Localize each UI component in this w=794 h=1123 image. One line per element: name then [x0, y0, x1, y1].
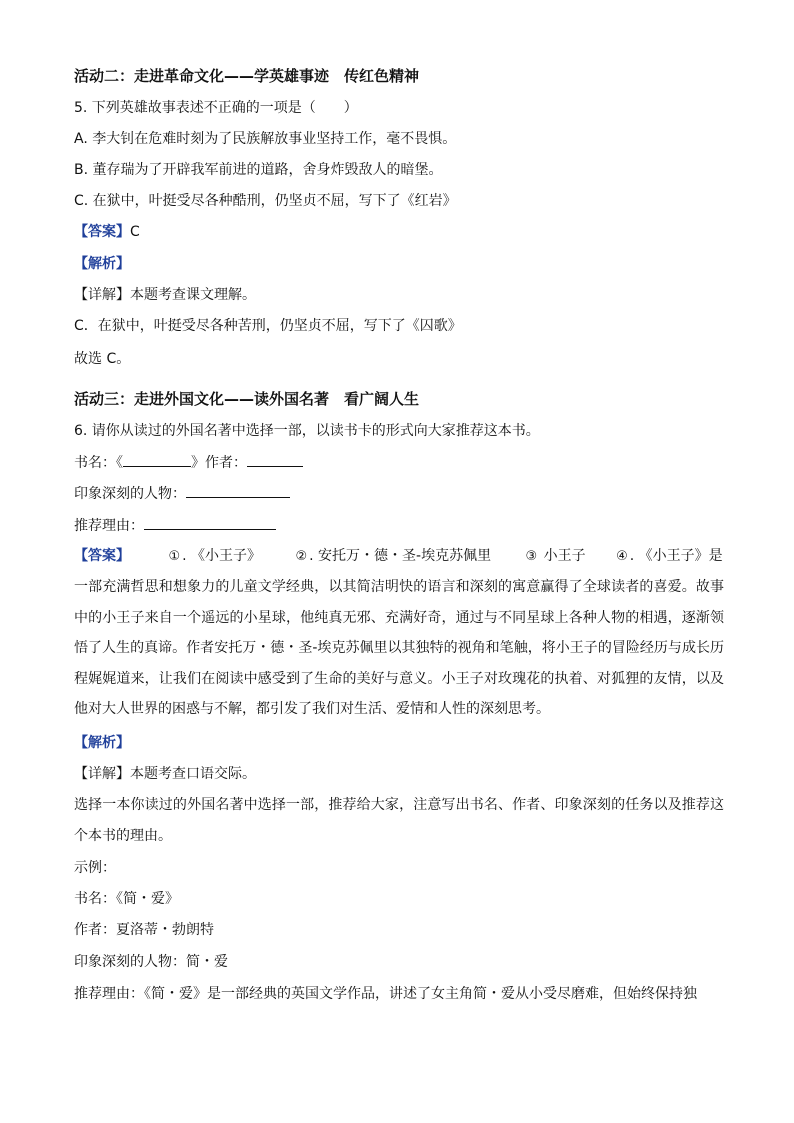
field-reason — [74, 515, 724, 536]
answer-item-1-text: . 《小王子》 — [182, 548, 262, 564]
option-c: C. 在狱中，叶挺受尽各种酷刑，仍坚贞不屈，写下了《红岩》 — [74, 193, 457, 209]
detail-text-6: 本题考查口语交际。 — [130, 766, 256, 782]
answer-item-2 — [295, 548, 491, 564]
author-blank — [247, 452, 303, 467]
example-book: 书名：《简・爱》 — [74, 891, 179, 907]
field-book-mid: 》作者： — [191, 455, 247, 471]
book-blank — [123, 452, 191, 467]
example-label: 示例： — [74, 860, 116, 876]
field-book-prefix: 书名：《 — [74, 455, 123, 471]
field-book-author — [74, 452, 724, 473]
detail-6 — [74, 764, 724, 784]
character-blank — [186, 483, 290, 498]
analysis-6 — [74, 733, 724, 753]
answer-item-2-text: . 安托万・德・圣-埃克苏佩里 — [309, 548, 492, 564]
detail-tag-6: 【详解】 — [74, 766, 130, 782]
circled-number-4: ④ — [616, 549, 628, 564]
answer-item-4 — [616, 548, 723, 564]
detail-5 — [74, 285, 724, 305]
question-5: 5. 下列英雄故事表述不正确的一项是（ ） — [74, 100, 358, 116]
option-a: A. 李大钊在危难时刻为了民族解放事业坚持工作，毫不畏惧。 — [74, 131, 457, 147]
answer-tag-6: 【答案】 — [74, 548, 130, 564]
field-character-label: 印象深刻的人物： — [74, 486, 186, 502]
option-b: B. 董存瑞为了开辟我军前进的道路，舍身炸毁敌人的暗堡。 — [74, 162, 443, 178]
field-character — [74, 483, 724, 504]
example-reason: 推荐理由：《简・爱》是一部经典的英国文学作品，讲述了女主角简・爱从小受尽磨难，但始终保持独 — [74, 986, 697, 1002]
answer-item-3 — [526, 548, 586, 564]
conclusion-5: 故选 C。 — [74, 351, 131, 367]
answer-item-1 — [168, 548, 261, 564]
answer-item-3-text: 小王子 — [539, 548, 586, 564]
example-character: 印象深刻的人物：简・爱 — [74, 954, 228, 970]
question-6: 6. 请你从读过的外国名著中选择一部，以读书卡的形式向大家推荐这本书。 — [74, 423, 540, 439]
example-author: 作者：夏洛蒂・勃朗特 — [74, 922, 214, 938]
analysis-tag: 【解析】 — [74, 256, 130, 272]
circled-number-3: ③ — [525, 549, 538, 564]
detail-text: 本题考查课文理解。 — [130, 287, 256, 303]
answer-value: C — [130, 224, 140, 240]
answer-6-items — [74, 546, 724, 567]
explain-line-5: C．在狱中，叶挺受尽各种苦刑，仍坚贞不屈，写下了《囚歌》 — [74, 318, 462, 334]
answer-6-paragraph: 一部充满哲思和想象力的儿童文学经典，以其简洁明快的语言和深刻的寓意赢得了全球读者的喜爱。故事中的小王子来自一个遥远的小星球，他纯真无邪、充满好奇，通过与不同星球上各种人物的相遇，逐渐领悟了人生的真谛。作者安托万・德・圣-埃克苏佩里以其独特的视角和笔触，将小王子的冒险经历与成长历程娓娓道来，让我们在阅读中感受到了生命的美好与意义。小王子对玫瑰花的执着、对狐狸的友情，以及他对大人世界的困惑与不解，都引发了我们对生活、爱情和人性的深刻思考。 — [74, 579, 724, 717]
field-reason-label: 推荐理由： — [74, 518, 144, 534]
activity3-heading: 活动三：走进外国文化——读外国名著 看广阔人生 — [74, 390, 420, 408]
answer-tag: 【答案】 — [74, 224, 130, 240]
activity2-heading: 活动二：走进革命文化——学英雄事迹 传红色精神 — [74, 67, 420, 85]
circled-number-1: ① — [168, 549, 181, 564]
circled-number-2: ② — [295, 549, 308, 564]
analysis-tag-6: 【解析】 — [74, 735, 130, 751]
detail-tag: 【详解】 — [74, 287, 130, 303]
reason-blank — [144, 515, 276, 530]
answer-5 — [74, 222, 724, 242]
answer-item-4-text: . 《小王子》是 — [629, 548, 723, 564]
explain-paragraph-6: 选择一本你读过的外国名著中选择一部，推荐给大家，注意写出书名、作者、印象深刻的任务以及推荐这个本书的理由。 — [74, 797, 724, 844]
analysis-5 — [74, 254, 724, 274]
